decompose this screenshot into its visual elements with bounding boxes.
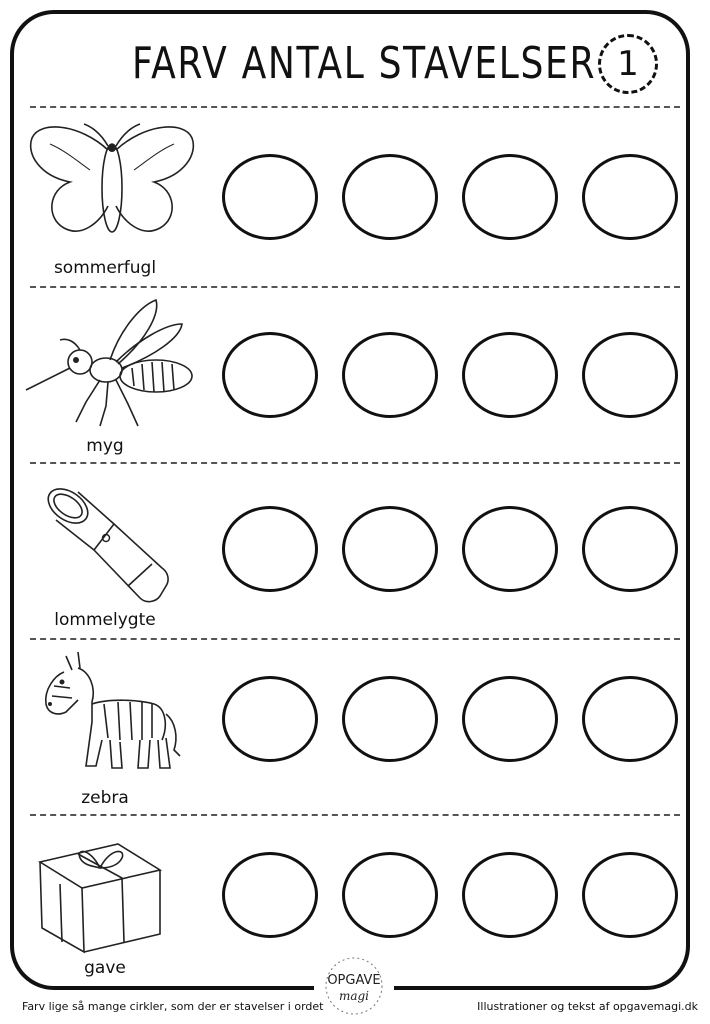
word-row-zebra: [0, 642, 710, 818]
syllable-circle[interactable]: [342, 506, 438, 592]
syllable-circle[interactable]: [462, 852, 558, 938]
page-number-badge: 1: [598, 34, 658, 94]
syllable-circle[interactable]: [462, 676, 558, 762]
syllable-circle[interactable]: [222, 332, 318, 418]
worksheet-header: [0, 34, 710, 94]
svg-text:magi: magi: [338, 989, 370, 1003]
row-divider: [30, 462, 680, 464]
word-row-myg: [0, 290, 710, 466]
word-label: zebra: [81, 788, 129, 808]
syllable-circle[interactable]: [462, 506, 558, 592]
syllable-circle[interactable]: [582, 332, 678, 418]
syllable-circle[interactable]: [582, 676, 678, 762]
opgavemagi-logo: [314, 954, 394, 1018]
syllable-circle[interactable]: [582, 506, 678, 592]
instruction-text: Farv lige så mange cirkler, som der er stavelser i ordet: [22, 1000, 324, 1013]
syllable-circle[interactable]: [222, 154, 318, 240]
row-divider: [30, 814, 680, 816]
syllable-circle[interactable]: [342, 332, 438, 418]
row-divider: [30, 286, 680, 288]
syllable-circle[interactable]: [462, 332, 558, 418]
word-row-sommerfugl: [0, 110, 710, 286]
page-title: FARV ANTAL STAVELSER: [132, 38, 597, 89]
word-label: sommerfugl: [53, 258, 157, 278]
row-divider: [30, 638, 680, 640]
syllable-circle[interactable]: [222, 676, 318, 762]
syllable-circle[interactable]: [342, 154, 438, 240]
syllable-circle[interactable]: [342, 676, 438, 762]
word-label: lommelygte: [54, 610, 156, 630]
syllable-circle[interactable]: [462, 154, 558, 240]
syllable-circle[interactable]: [582, 852, 678, 938]
syllable-circle[interactable]: [582, 154, 678, 240]
syllable-circle[interactable]: [222, 852, 318, 938]
word-label: gave: [84, 958, 126, 978]
row-divider: [30, 106, 680, 108]
word-row-lommelygte: [0, 466, 710, 642]
svg-text:OPGAVE: OPGAVE: [327, 973, 381, 988]
syllable-circle[interactable]: [222, 506, 318, 592]
word-label: myg: [86, 436, 124, 456]
syllable-circle[interactable]: [342, 852, 438, 938]
credit-text: Illustrationer og tekst af opgavemagi.dk: [477, 1000, 698, 1013]
